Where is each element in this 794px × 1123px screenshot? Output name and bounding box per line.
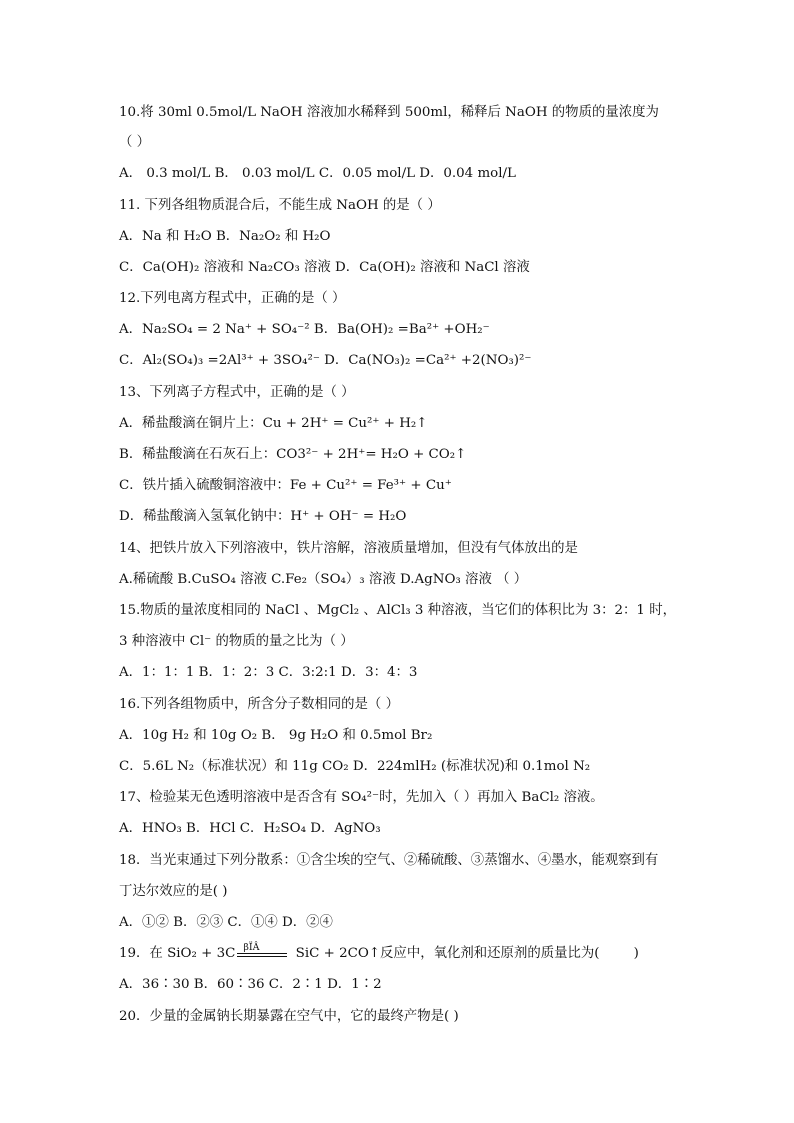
q19-reactants: 19．在 SiO₂ + 3C	[119, 946, 236, 961]
q18-stem-continued: 丁达尔效应的是( )	[119, 884, 228, 899]
q11-options-cd: C．Ca(OH)₂ 溶液和 Na₂CO₃ 溶液 D．Ca(OH)₂ 溶液和 NaCl 溶液	[119, 260, 530, 275]
q15-options: A．1：1：1 B．1：2：3 C．3:2:1 D．3：4：3	[119, 665, 418, 680]
q10-options: A． 0.3 mol/L B． 0.03 mol/L C．0.05 mol/L D．0.04 mol/L	[119, 166, 516, 181]
q13-option-d: D．稀盐酸滴入氢氧化钠中：H⁺ + OH⁻ = H₂O	[119, 509, 407, 524]
q13-option-b: B．稀盐酸滴在石灰石上：CO3²⁻ + 2H⁺= H₂O + CO₂↑	[119, 447, 467, 462]
q14-stem: 14、把铁片放入下列溶液中，铁片溶解，溶液质量增加，但没有气体放出的是	[119, 541, 578, 556]
q16-options-cd: C．5.6L N₂（标准状况）和 11g CO₂ D．224mlH₂ (标准状况)和 0.1mol N₂	[119, 759, 591, 774]
q12-options-ab: A．Na₂SO₄ = 2 Na⁺ + SO₄⁻² B．Ba(OH)₂ =Ba²⁺ +OH₂⁻	[119, 322, 490, 337]
q16-stem: 16.下列各组物质中，所含分子数相同的是（ ）	[119, 697, 399, 712]
q15-stem-continued: 3 种溶液中 Cl⁻ 的物质的量之比为（ ）	[119, 634, 354, 649]
q19-options: A．36∶30 B．60∶36 C．2∶1 D．1∶2	[119, 977, 382, 992]
equals-bar-bottom	[237, 956, 287, 957]
q13-option-a: A．稀盐酸滴在铜片上：Cu + 2H⁺ = Cu²⁺ + H₂↑	[119, 416, 428, 431]
reaction-condition-sign	[235, 944, 291, 964]
q17-options: A．HNO₃ B．HCl C．H₂SO₄ D．AgNO₃	[119, 821, 381, 836]
q18-stem: 18．当光束通过下列分散系：①含尘埃的空气、②稀硫酸、③蒸馏水、④墨水，能观察到有	[119, 853, 659, 868]
q12-stem: 12.下列电离方程式中，正确的是（ ）	[119, 291, 346, 306]
q13-option-c: C．铁片插入硫酸铜溶液中：Fe + Cu²⁺ = Fe³⁺ + Cu⁺	[119, 478, 452, 493]
q12-options-cd: C．Al₂(SO₄)₃ =2Al³⁺ + 3SO₄²⁻ D．Ca(NO₃)₂ =Ca²⁺ +2(NO₃)²⁻	[119, 353, 532, 368]
q15-stem: 15.物质的量浓度相同的 NaCl 、MgCl₂ 、AlCl₃ 3 种溶液，当它们的体积比为 3：2：1 时，	[119, 603, 676, 618]
q20-stem: 20．少量的金属钠长期暴露在空气中，它的最终产物是( )	[119, 1009, 459, 1024]
reaction-condition-text: βÏÂ	[243, 942, 260, 953]
q17-stem: 17、检验某无色透明溶液中是否含有 SO₄²⁻时，先加入（ ）再加入 BaCl₂ 溶液。	[119, 790, 604, 805]
q11-stem: 11. 下列各组物质混合后，不能生成 NaOH 的是（ ）	[119, 198, 441, 213]
equals-bar-top	[237, 953, 287, 954]
q11-options-ab: A．Na 和 H₂O B．Na₂O₂ 和 H₂O	[119, 229, 331, 244]
q14-options: A.稀硫酸 B.CuSO₄ 溶液 C.Fe₂（SO₄）₃ 溶液 D.AgNO₃ 溶液 （ ）	[119, 572, 528, 587]
q10-stem: 10.将 30ml 0.5mol/L NaOH 溶液加水稀释到 500ml，稀释后 NaOH 的物质的量浓度为	[119, 105, 659, 120]
q10-answer-blank: （ ）	[119, 135, 151, 150]
q18-options: A．①② B．②③ C．①④ D．②④	[119, 915, 333, 930]
q19-products-and-question: SiC + 2CO↑反应中，氧化剂和还原剂的质量比为( )	[291, 946, 639, 961]
q19-stem	[119, 944, 639, 964]
q16-options-ab: A．10g H₂ 和 10g O₂ B． 9g H₂O 和 0.5mol Br₂	[119, 728, 433, 743]
q13-stem: 13、下列离子方程式中，正确的是（ ）	[119, 385, 355, 400]
